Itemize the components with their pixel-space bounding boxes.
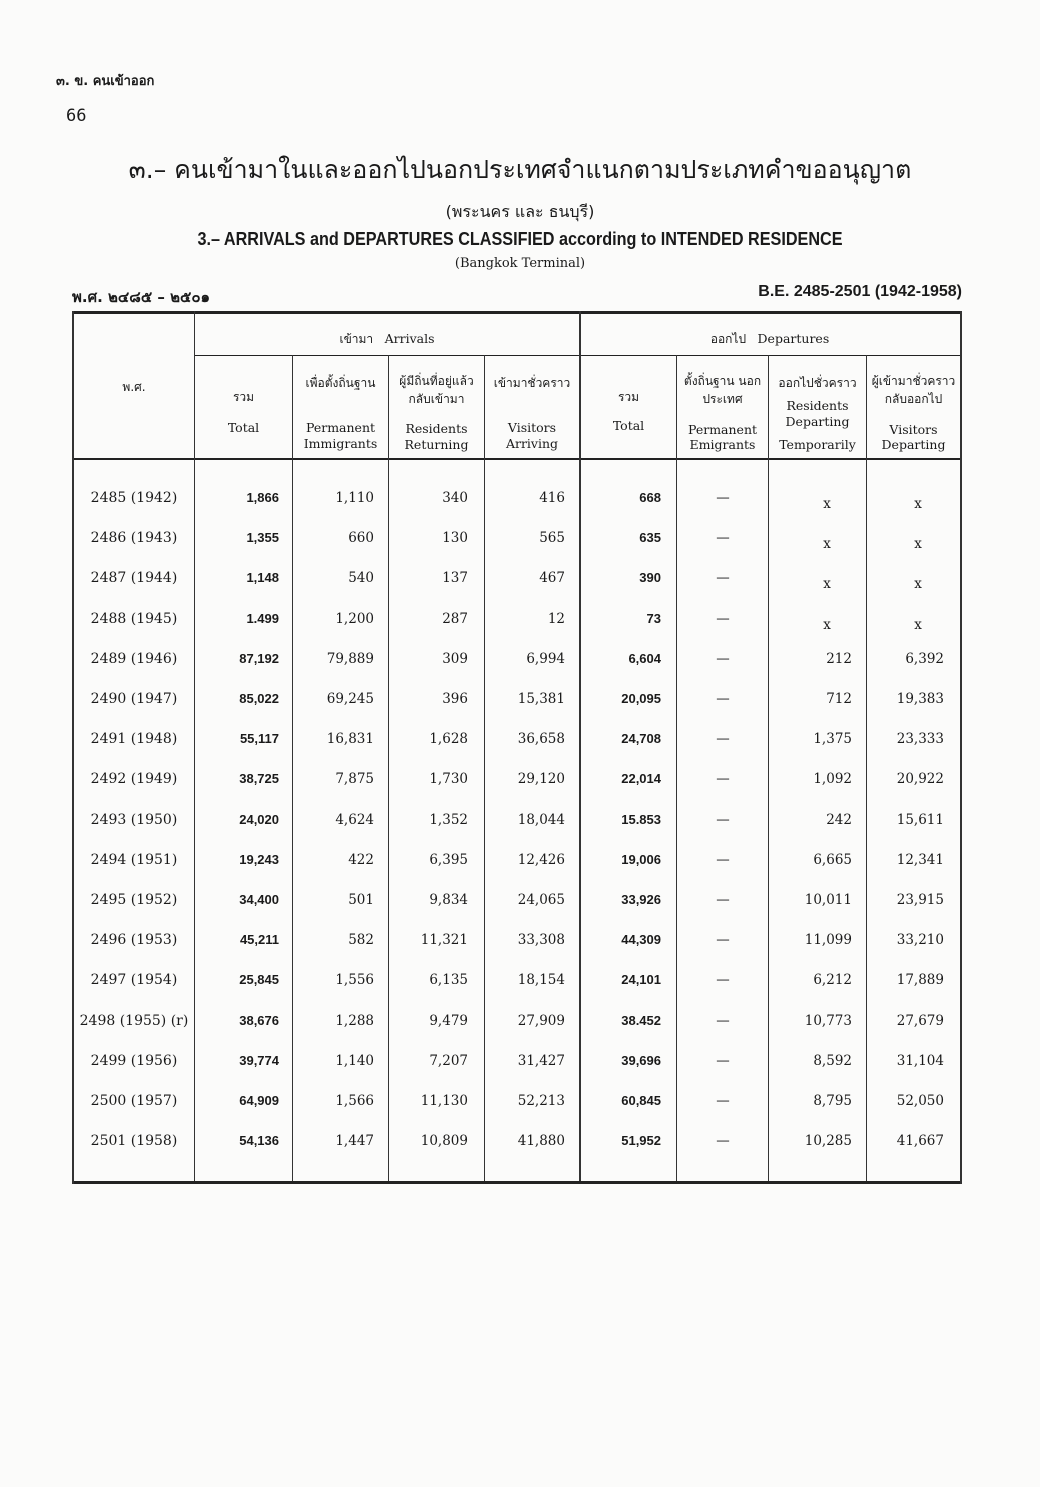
departures-total-cell: 51,952 (621, 1133, 661, 1149)
residents-departing-cell: 10,011 (804, 892, 852, 908)
arrivals-total-cell: 1,355 (246, 530, 279, 546)
column-header-english: Permanent (305, 420, 376, 435)
residents-departing-cell: 242 (826, 811, 852, 828)
arrivals-total-cell: 34,400 (239, 892, 279, 907)
permanent-immigrants-cell: 1,447 (335, 1133, 374, 1150)
visitors-departing-cell: x (914, 616, 922, 633)
residents-departing-cell: 212 (826, 650, 852, 667)
departures-total-cell: 44,309 (621, 932, 661, 948)
arrivals-total-cell: 1,866 (246, 490, 279, 505)
departures-total-cell: 6,604 (628, 650, 661, 666)
table-row (74, 570, 960, 610)
column-header-english: Temporarily (779, 437, 856, 452)
visitors-arriving-cell: 565 (539, 530, 565, 547)
visitors-departing-cell: 52,050 (896, 1093, 944, 1109)
residents-departing-cell: 11,099 (804, 932, 852, 949)
page-number: 66 (66, 106, 87, 126)
visitors-arriving-cell: 36,658 (517, 731, 565, 748)
visitors-departing-cell: x (914, 496, 922, 512)
arrivals-total-cell: 64,909 (239, 1093, 279, 1108)
permanent-emigrants-cell: — (716, 771, 730, 788)
arrivals-group-thai: เข้ามา (339, 332, 374, 346)
year-cell: 2496 (1953) (90, 932, 178, 949)
residents-returning-cell: 309 (442, 650, 468, 667)
visitors-departing-cell: 33,210 (896, 932, 944, 949)
departures-total-cell: 60,845 (621, 1093, 661, 1108)
arrivals-total-cell: 19,243 (239, 851, 279, 867)
residents-departing-cell: 8,795 (813, 1093, 852, 1109)
residents-departing-cell: 1,375 (813, 731, 852, 748)
table-row (74, 651, 960, 691)
visitors-arriving-cell: 33,308 (517, 932, 565, 949)
permanent-emigrants-cell: — (716, 972, 730, 989)
departures-total-cell: 38.452 (621, 1012, 661, 1028)
departures-total-cell: 19,006 (621, 851, 661, 867)
departures-total-cell: 24,101 (621, 972, 661, 988)
residents-returning-cell: 11,130 (420, 1093, 468, 1109)
year-cell: 2489 (1946) (90, 650, 178, 667)
visitors-departing-cell: 23,915 (896, 892, 944, 908)
departures-group-header (580, 330, 960, 349)
visitors-departing-cell: 12,341 (896, 851, 944, 868)
permanent-emigrants-cell: — (716, 570, 730, 587)
permanent-emigrants-cell: — (716, 1012, 730, 1029)
permanent-immigrants-cell: 69,245 (326, 691, 374, 707)
departures-total-cell: 33,926 (621, 892, 661, 907)
visitors-arriving-cell: 29,120 (517, 771, 565, 788)
column-header-thai: ผู้เข้ามาชั่วคราว กลับออกไป (871, 374, 956, 406)
residents-departing-cell: 10,773 (804, 1012, 852, 1029)
visitors-departing-cell: x (914, 536, 922, 553)
column-header-thai: ตั้งถิ่นฐาน นอกประเทศ (683, 374, 762, 406)
permanent-immigrants-cell: 16,831 (326, 731, 374, 748)
permanent-immigrants-cell: 1,566 (335, 1093, 374, 1109)
table-row (74, 1133, 960, 1173)
residents-departing-cell: 1,092 (813, 771, 852, 788)
residents-returning-cell: 137 (442, 570, 468, 587)
table-row (74, 691, 960, 731)
column-header-english: Total (227, 420, 260, 435)
residents-departing-cell: 6,212 (813, 972, 852, 989)
arrivals-total-cell: 24,020 (239, 811, 279, 827)
permanent-emigrants-cell: — (716, 1133, 730, 1150)
arrivals-group-english: Arrivals (384, 331, 435, 346)
residents-departing-cell: 8,592 (813, 1052, 852, 1069)
residents-departing-cell: 6,665 (813, 851, 852, 868)
permanent-immigrants-cell: 7,875 (335, 771, 374, 788)
column-header-english: Emigrants (689, 437, 756, 452)
residents-returning-cell: 10,809 (420, 1133, 468, 1150)
arrivals-total-cell: 87,192 (239, 650, 279, 666)
permanent-emigrants-cell: — (716, 1052, 730, 1069)
permanent-immigrants-cell: 582 (348, 932, 374, 949)
permanent-immigrants-cell: 1,556 (335, 972, 374, 989)
permanent-immigrants-cell: 422 (348, 851, 374, 868)
permanent-immigrants-cell: 660 (348, 530, 374, 547)
visitors-departing-cell: 6,392 (905, 650, 944, 667)
column-header-english: Arriving (505, 436, 559, 451)
column-header-english: Residents Departing (785, 398, 850, 429)
departures-total-cell: 24,708 (621, 731, 661, 747)
permanent-emigrants-cell: — (716, 610, 730, 627)
table-row (74, 852, 960, 892)
year-cell: 2485 (1942) (90, 490, 178, 506)
table-right-border (960, 311, 962, 1184)
visitors-arriving-cell: 27,909 (517, 1012, 565, 1029)
visitors-arriving-cell: 15,381 (517, 691, 565, 707)
table-row (74, 1053, 960, 1093)
arrivals-total-cell: 38,676 (239, 1012, 279, 1028)
column-header-english: Returning (404, 437, 469, 452)
year-cell: 2499 (1956) (90, 1052, 178, 1069)
table-row (74, 530, 960, 570)
table-row (74, 731, 960, 771)
visitors-arriving-cell: 31,427 (517, 1052, 565, 1069)
arrivals-group-header (194, 330, 580, 349)
year-range-english: B.E. 2485-2501 (1942-1958) (758, 283, 962, 300)
column-header-english: Immigrants (303, 436, 378, 451)
arrivals-total-cell: 1,148 (246, 570, 279, 586)
departures-total-cell: 15.853 (621, 811, 661, 827)
table-row (74, 771, 960, 811)
table-row (74, 1013, 960, 1053)
arrivals-total-cell: 38,725 (239, 771, 279, 787)
visitors-arriving-cell: 24,065 (517, 892, 565, 908)
visitors-arriving-cell: 41,880 (517, 1133, 565, 1150)
permanent-immigrants-cell: 1,200 (335, 610, 374, 627)
year-cell: 2494 (1951) (90, 851, 178, 868)
departures-total-cell: 635 (639, 530, 661, 546)
year-cell: 2495 (1952) (90, 892, 178, 908)
column-header-english: Permanent (687, 422, 758, 437)
residents-returning-cell: 1,730 (429, 771, 468, 788)
column-header-english: Visitors (507, 420, 557, 435)
column-header-thai: เพื่อตั้งถิ่นฐาน (305, 376, 376, 390)
table-row (74, 932, 960, 972)
permanent-emigrants-cell: — (716, 1093, 730, 1109)
residents-returning-cell: 340 (442, 490, 468, 506)
title-thai: ๓.– คนเข้ามาในและออกไปนอกประเทศจำแนกตามประเภทคำขออนุญาต (128, 155, 912, 184)
residents-returning-cell: 130 (442, 530, 468, 547)
residents-returning-cell: 6,395 (429, 851, 468, 868)
table-row (74, 1093, 960, 1133)
year-cell: 2498 (1955) (r) (79, 1012, 189, 1029)
visitors-arriving-cell: 52,213 (517, 1093, 565, 1109)
visitors-departing-cell: 41,667 (896, 1133, 944, 1150)
table-row (74, 892, 960, 932)
residents-departing-cell: x (823, 616, 831, 633)
permanent-emigrants-cell: — (716, 851, 730, 868)
permanent-immigrants-cell: 4,624 (335, 811, 374, 828)
section-label: ๓. ข. คนเข้าออก (56, 74, 155, 89)
visitors-arriving-cell: 467 (539, 570, 565, 587)
permanent-emigrants-cell: — (716, 731, 730, 748)
visitors-arriving-cell: 12 (547, 610, 565, 627)
permanent-immigrants-cell: 1,110 (335, 490, 374, 506)
permanent-immigrants-cell: 540 (348, 570, 374, 587)
year-cell: 2491 (1948) (90, 731, 178, 748)
permanent-emigrants-cell: — (716, 490, 730, 506)
table-row (74, 490, 960, 530)
visitors-departing-cell: 20,922 (896, 771, 944, 788)
visitors-arriving-cell: 12,426 (517, 851, 565, 868)
residents-departing-cell: x (823, 576, 831, 593)
table-bottom-rule (72, 1181, 962, 1184)
residents-departing-cell: x (823, 496, 831, 512)
permanent-immigrants-cell: 501 (348, 892, 374, 908)
arrivals-total-cell: 54,136 (239, 1133, 279, 1149)
residents-returning-cell: 7,207 (429, 1052, 468, 1069)
permanent-emigrants-cell: — (716, 811, 730, 828)
permanent-emigrants-cell: — (716, 932, 730, 949)
column-header-thai: เข้ามาชั่วคราว (493, 376, 571, 390)
subtitle-english: (Bangkok Terminal) (454, 256, 586, 271)
table-row (74, 972, 960, 1012)
table-top-rule (72, 311, 962, 314)
departures-total-cell: 668 (639, 490, 661, 505)
arrivals-total-cell: 55,117 (239, 731, 279, 747)
column-header-english: Departing (881, 437, 946, 452)
arrivals-total-cell: 39,774 (239, 1052, 279, 1068)
permanent-immigrants-cell: 1,140 (335, 1052, 374, 1069)
departures-total-cell: 73 (646, 610, 661, 626)
visitors-departing-cell: 31,104 (896, 1052, 944, 1069)
visitors-arriving-cell: 6,994 (526, 650, 565, 667)
header-bottom-rule (72, 458, 962, 460)
residents-returning-cell: 1,628 (429, 731, 468, 748)
column-header-thai: รวม (232, 390, 255, 404)
year-cell: 2490 (1947) (90, 691, 178, 707)
visitors-departing-cell: 23,333 (896, 731, 944, 748)
residents-returning-cell: 9,834 (429, 892, 468, 908)
subtitle-thai: (พระนคร และ ธนบุรี) (445, 202, 595, 221)
table-row (74, 812, 960, 852)
permanent-emigrants-cell: — (716, 892, 730, 908)
year-cell: 2487 (1944) (90, 570, 178, 587)
departures-group-english: Departures (757, 331, 830, 346)
year-cell: 2501 (1958) (90, 1133, 178, 1150)
residents-departing-cell: 10,285 (804, 1133, 852, 1150)
residents-returning-cell: 287 (442, 610, 468, 627)
arrivals-total-cell: 1.499 (246, 610, 279, 626)
residents-returning-cell: 6,135 (429, 972, 468, 989)
visitors-departing-cell: 15,611 (896, 811, 944, 828)
visitors-arriving-cell: 416 (539, 490, 565, 506)
departures-total-cell: 20,095 (621, 691, 661, 706)
departures-group-thai: ออกไป (710, 332, 747, 346)
departures-total-cell: 39,696 (621, 1052, 661, 1068)
residents-returning-cell: 1,352 (429, 811, 468, 828)
year-column-header: พ.ศ. (122, 380, 146, 394)
visitors-departing-cell: 17,889 (896, 972, 944, 989)
permanent-immigrants-cell: 79,889 (326, 650, 374, 667)
column-header-english: Visitors (889, 422, 938, 437)
visitors-departing-cell: 19,383 (896, 691, 944, 707)
column-header-thai: ออกไปชั่วคราว (778, 376, 857, 390)
visitors-departing-cell: 27,679 (896, 1012, 944, 1029)
title-english: 3.– ARRIVALS and DEPARTURES CLASSIFIED according to INTENDED RESIDENCE (197, 229, 843, 249)
column-header-english: Total (612, 418, 645, 433)
residents-departing-cell: x (823, 536, 831, 553)
year-cell: 2500 (1957) (90, 1093, 178, 1109)
residents-returning-cell: 396 (442, 691, 468, 707)
arrivals-total-cell: 45,211 (239, 932, 279, 948)
visitors-arriving-cell: 18,154 (517, 972, 565, 989)
year-cell: 2486 (1943) (90, 530, 178, 547)
arrivals-total-cell: 25,845 (239, 972, 279, 988)
year-cell: 2497 (1954) (90, 972, 178, 989)
year-cell: 2492 (1949) (90, 771, 178, 788)
departures-total-cell: 390 (639, 570, 661, 586)
permanent-immigrants-cell: 1,288 (335, 1012, 374, 1029)
group-header-rule (194, 355, 962, 356)
table-row (74, 611, 960, 651)
year-cell: 2493 (1950) (90, 811, 178, 828)
permanent-emigrants-cell: — (716, 530, 730, 547)
year-range-thai: พ.ศ. ๒๔๘๕ – ๒๕๐๑ (72, 288, 211, 306)
departures-total-cell: 22,014 (621, 771, 661, 787)
residents-returning-cell: 9,479 (429, 1012, 468, 1029)
visitors-departing-cell: x (914, 576, 922, 593)
permanent-emigrants-cell: — (716, 650, 730, 667)
residents-returning-cell: 11,321 (420, 932, 468, 949)
arrivals-total-cell: 85,022 (239, 691, 279, 706)
column-header-english: Residents (405, 421, 468, 436)
column-header-thai: รวม (617, 390, 640, 404)
residents-departing-cell: 712 (826, 691, 852, 707)
year-cell: 2488 (1945) (90, 610, 178, 627)
column-header-thai: ผู้มีถิ่นที่อยู่แล้ว กลับเข้ามา (399, 374, 474, 406)
permanent-emigrants-cell: — (716, 691, 730, 707)
visitors-arriving-cell: 18,044 (517, 811, 565, 828)
